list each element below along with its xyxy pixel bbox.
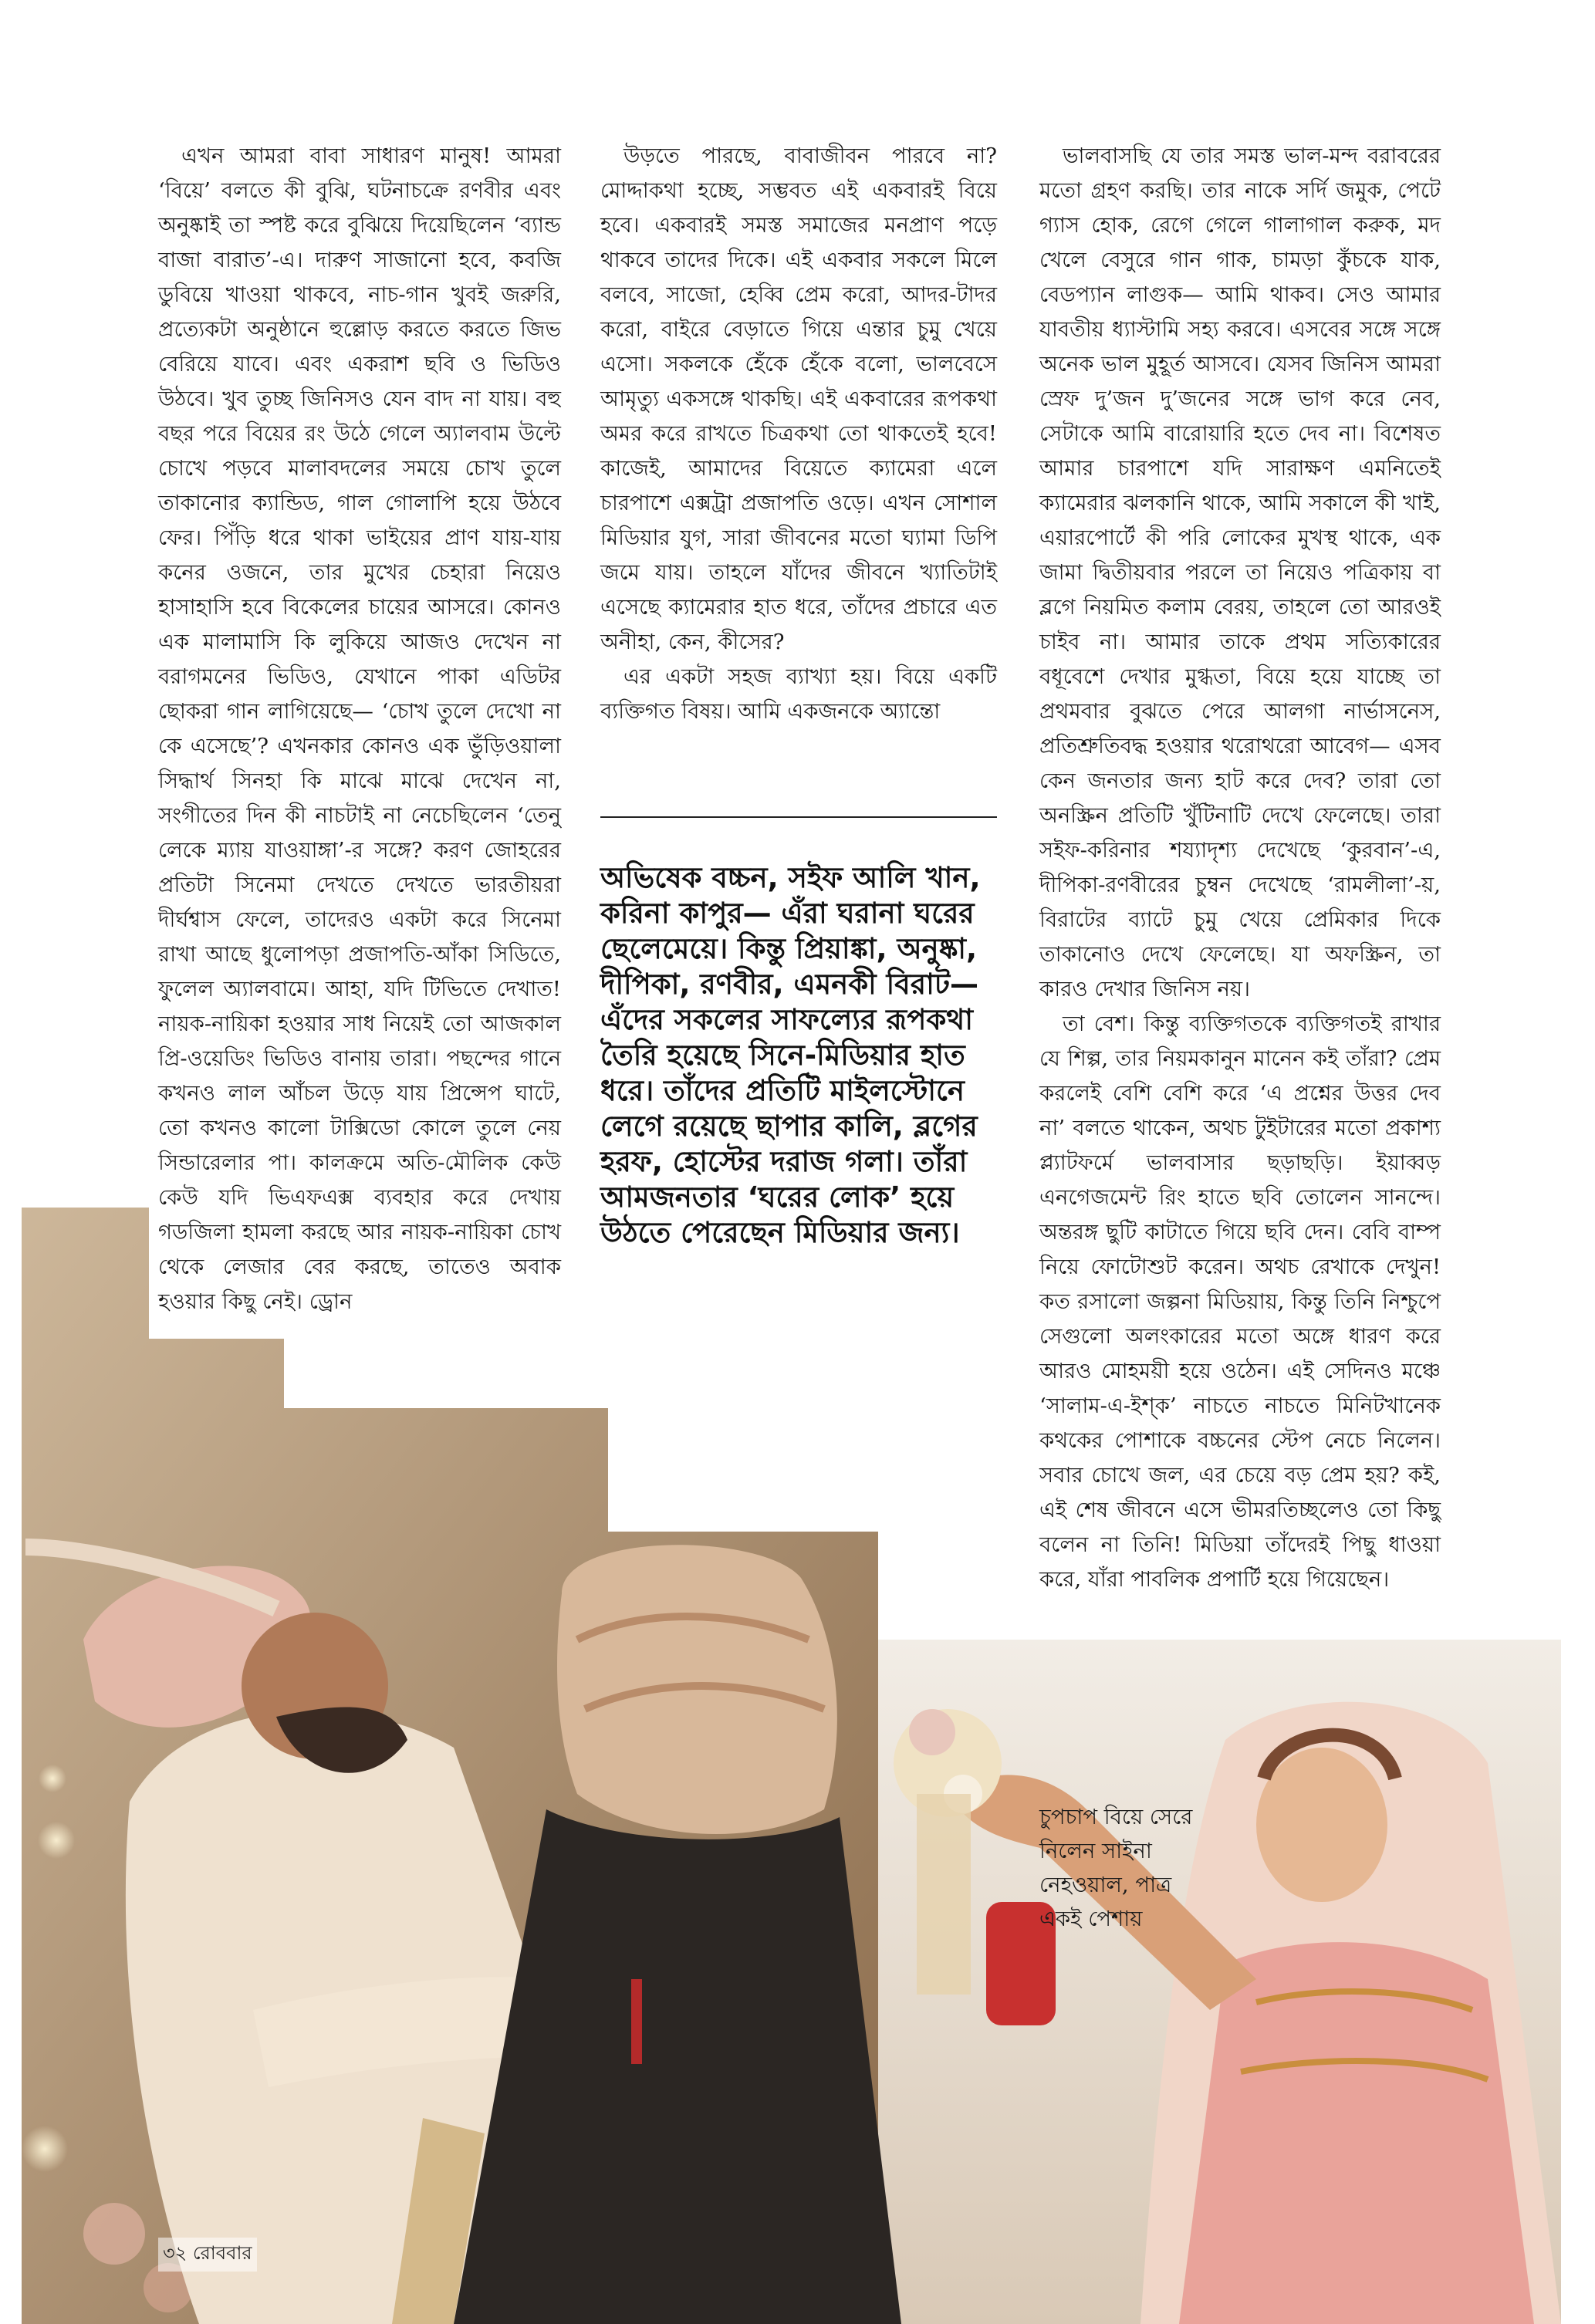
- caption-line: নেহওয়াল, পাত্র: [1039, 1873, 1172, 1897]
- caption-line: চুপচাপ বিয়ে সেরে: [1039, 1805, 1193, 1829]
- caption-line: একই পেশায়: [1039, 1907, 1143, 1931]
- bride-lehenga: [1179, 1942, 1534, 2324]
- pull-quote: অভিষেক বচ্চন, সইফ আলি খান, করিনা কাপুর— এঁরা ঘরানা ঘরের ছেলেমেয়ে। কিন্তু প্রিয়াঙ্কা, অনুষ্কা, দীপিকা, রণবীর, এমনকী বিরাট— এঁদের সকলের সাফল্যের রূপকথা তৈরি হয়েছে সিনে-মিডিয়ার হাত ধরে। তাঁদের প্রতিটি মাইলস্টোনে লেগে রয়েছে ছাপার কালি, ব্লগের হরফ, হোস্টের দরাজ গলা। তাঁরা আমজনতার ‘ঘরের লোক’ হয়ে উঠতে পেরেছেন মিডিয়ার জন্য।: [600, 861, 981, 1249]
- column-2-text: উড়তে পারছে, বাবাজীবন পারবে না? মোদ্দাকথা হচ্ছে, সম্ভবত এই একবারই বিয়ে হবে। একবারই সমস্ত সমাজের মনপ্রাণ পড়ে থাকবে তাদের দিকে। এই একবার সকলে মিলে বলবে, সাজো, হেব্বি প্রেম করো, আদর-টাদর করো, বাইরে বেড়াতে গিয়ে এন্তার চুমু খেয়ে এসো। সকলকে হেঁকে হেঁকে বলো, ভালবেসে আমৃত্যু একসঙ্গে থাকছি। এই একবারের রূপকথা অমর করে রাখতে চিত্রকথা তো থাকতেই হবে! কাজেই, আমাদের বিয়েতে ক্যামেরা এলে চারপাশে এক্সট্রা প্রজাপতি ওড়ে। এখন সোশাল মিডিয়ার যুগ, সারা জীবনের মতো ঘ্যামা ডিপি জমে যায়। তাহলে যাঁদের জীবনে খ্যাতিটাই এসেছে ক্যামেরার হাত ধরে, তাঁদের প্রচারে এত অনীহা, কেন, কীসের?: [600, 144, 997, 654]
- column-2-text-b: এর একটা সহজ ব্যাখ্যা হয়। বিয়ে একটি ব্যক্তিগত বিষয়। আমি একজনকে অ্যান্তো: [600, 664, 997, 724]
- column-3-text-b: তা বেশ। কিন্তু ব্যক্তিগতকে ব্যক্তিগতই রাখার যে শিল্প, তার নিয়মকানুন মানেন কই তাঁরা? প্রেম করলেই বেশি বেশি করে ‘এ প্রশ্নের উত্তর দেব না’ বলতে থাকেন, অথচ টুইটারের মতো প্রকাশ্য প্ল্যাটফর্মে ভালবাসার ছড়াছড়ি। ইয়াব্বড় এনগেজমেন্ট রিং হাতে ছবি তোলেন সানন্দে। অন্তরঙ্গ ছুটি কাটাতে গিয়ে ছবি দেন। বেবি বাম্প নিয়ে ফোটোশুট করেন। অথচ রেখাকে দেখুন! কত রসালো জল্পনা মিডিয়ায়, কিন্তু তিনি নিশ্চুপে সেগুলো অলংকারের মতো অঙ্গে ধারণ করে আরও মোহময়ী হয়ে ওঠেন। এই সেদিনও মঞ্চে ‘সালাম-এ-ইশ্‌ক’ নাচতে নাচতে মিনিটখানেক কথকের পোশাকে বচ্চনের স্টেপ নেচে নিলেন। সবার চোখে জল, এর চেয়ে বড় প্রেম হয়? কই, এই শেষ জীবনে এসে ভীমরতিচ্ছলেও তো কিছু বলেন না তিনি! মিডিয়া তাঁদেরই পিছু ধাওয়া করে, যাঁরা পাবলিক প্রপার্টি হয়ে গিয়েছেন।: [1039, 1012, 1441, 1592]
- pull-quote-divider: [600, 816, 997, 818]
- article-column-1: [158, 139, 561, 1319]
- bride-face: [1256, 1748, 1387, 1902]
- article-column-2: [600, 139, 997, 729]
- column-1-text: এখন আমরা বাবা সাধারণ মানুষ! আমরা ‘বিয়ে’ বলতে কী বুঝি, ঘটনাচক্রে রণবীর এবং অনুষ্কাই তা স্পষ্ট করে বুঝিয়ে দিয়েছিলেন ‘ব্যান্ড বাজা বারাত’-এ। দারুণ সাজানো হবে, কবজি ডুবিয়ে খাওয়া থাকবে, নাচ-গান খুবই জরুরি, প্রত্যেকটা অনুষ্ঠানে হুল্লোড় করতে করতে জিভ বেরিয়ে যাবে। এবং একরাশ ছবি ও ভিডিও উঠবে। খুব তুচ্ছ জিনিসও যেন বাদ না যায়। বহু বছর পরে বিয়ের রং উঠে গেলে অ্যালবাম উল্টে চোখে পড়বে মালাবদলের সময়ে চোখ তুলে তাকানোর ক্যান্ডিড, গাল গোলাপি হয়ে উঠবে ফের। পিঁড়ি ধরে থাকা ভাইয়ের প্রাণ যায়-যায় কনের ওজনে, তার মুখের চেহারা নিয়েও হাসাহাসি হবে বিকেলের চায়ের আসরে। কোনও এক মালামাসি কি লুকিয়ে আজও দেখেন না বরাগমনের ভিডিও, যেখানে পাকা এডিটর ছোকরা গান লাগিয়েছে— ‘চোখ তুলে দেখো না কে এসেছে’? এখনকার কোনও এক ভুঁড়িওয়ালা সিদ্ধার্থ সিনহা কি মাঝে মাঝে দেখেন না, সংগীতের দিন কী নাচটাই না নেচেছিলেন ‘তেনু লেকে ম্যায় যাওয়াঙ্গা’-র সঙ্গে? করণ জোহরের প্রতিটা সিনেমা দেখতে দেখতে ভারতীয়রা দীর্ঘশ্বাস ফেলে, তাদেরও একটা করে সিনেমা রাখা আছে ধুলোপড়া প্রজাপতি-আঁকা সিডিতে, ফুলেল অ্যালবামে। আহা, যদি টিভিতে দেখাত! নায়ক-নায়িকা হওয়ার সাধ নিয়েই তো আজকাল প্রি-ওয়েডিং ভিডিও বানায় তারা। পছন্দের গানে কখনও লাল আঁচল উড়ে যায় প্রিন্সেপ ঘাটে, তো কখনও কালো টাক্সিডো কোলে তুলে নেয় সিন্ডারেলার পা। কালক্রমে অতি-মৌলিক কেউ কেউ যদি ভিএফএক্স ব্যবহার করে দেখায় গডজিলা হামলা করছে আর নায়ক-নায়িকা চোখ থেকে লেজার বের করছে, তাতেও অবাক হওয়ার কিছু নেই। ড্রোন: [158, 144, 561, 1314]
- article-column-3: [1039, 139, 1441, 1597]
- column-3-text: ভালবাসছি যে তার সমস্ত ভাল-মন্দ বরাবরের মতো গ্রহণ করছি। তার নাকে সর্দি জমুক, পেটে গ্যাস হোক, রেগে গেলে গালাগাল করুক, মদ খেলে বেসুরে গান গাক, চামড়া কুঁচকে যাক, বেডপ্যান লাগুক— আমি থাকব। সেও আমার যাবতীয় ধ্যাস্টামি সহ্য করবে। এসবের সঙ্গে সঙ্গে অনেক ভাল মুহূর্ত আসবে। যেসব জিনিস আমরা স্রেফ দু’জন দু’জনের সঙ্গে ভাগ করে নেব, সেটাকে আমি বারোয়ারি হতে দেব না। বিশেষত আমার চারপাশে যদি সারাক্ষণ এমনিতেই ক্যামেরার ঝলকানি থাকে, আমি সকালে কী খাই, এয়ারপোর্টে কী পরি লোকের মুখস্থ থাকে, এক জামা দ্বিতীয়বার পরলে তা নিয়েও পত্রিকায় বা ব্লগে নিয়মিত কলাম বেরয়, তাহলে তো আরওই চাইব না। আমার তাকে প্রথম সত্যিকারের বধূবেশে দেখার মুগ্ধতা, বিয়ে হয়ে যাচ্ছে তা প্রথমবার বুঝতে পেরে আলগা নার্ভাসনেস, প্রতিশ্রুতিবদ্ধ হওয়ার থরোথরো আবেগ— এসব কেন জনতার জন্য হাট করে দেব? তারা তো অনস্ক্রিন প্রতিটি খুঁটিনাটি দেখে ফেলেছে। তারা সইফ-করিনার শয্যাদৃশ্য দেখেছে ‘কুরবান’-এ, দীপিকা-রণবীরের চুম্বন দেখেছে ‘রামলীলা’-য়, বিরাটের ব্যাটে চুমু খেয়ে প্রেমিকার দিকে তাকানোও দেখে ফেলেছে। যা অফস্ক্রিন, তা কারও দেখার জিনিস নয়।: [1039, 144, 1441, 1002]
- caption-line: নিলেন সাইনা: [1039, 1839, 1152, 1863]
- page-folio: ৩২ রোববার: [158, 2238, 257, 2272]
- photo-caption: [1039, 1800, 1232, 1936]
